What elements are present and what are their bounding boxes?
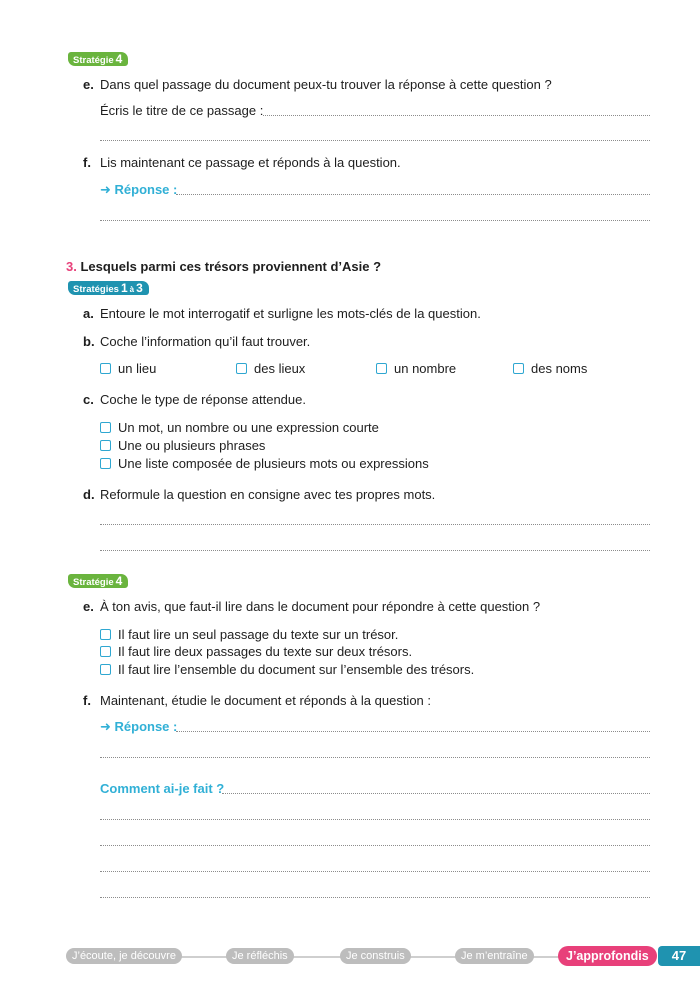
- item-letter-e: e.: [83, 599, 94, 614]
- question-title: Lesquels parmi ces trésors proviennent d’Asie ?: [80, 259, 382, 274]
- checkbox[interactable]: [513, 363, 524, 374]
- option-label: des lieux: [254, 361, 306, 376]
- option-label: Il faut lire deux passages du texte sur deux trésors.: [118, 644, 413, 659]
- answer-line[interactable]: [100, 871, 650, 872]
- item-d-text: Reformule la question en consigne avec tes propres mots.: [100, 487, 436, 502]
- strategies-sep: à: [129, 285, 135, 294]
- item-a-text: Entoure le mot interrogatif et surligne les mots-clés de la question.: [100, 306, 481, 321]
- nav-step-approfondis[interactable]: J’approfondis: [558, 946, 657, 966]
- question-f-text: Lis maintenant ce passage et réponds à la question.: [100, 155, 401, 170]
- option-phrases[interactable]: [100, 438, 265, 453]
- checkbox[interactable]: [376, 363, 387, 374]
- answer-line[interactable]: [100, 524, 650, 525]
- strategy-badge-label: Stratégie: [73, 577, 114, 588]
- answer-label: ➜ Réponse :: [100, 719, 178, 734]
- answer-line[interactable]: [100, 845, 650, 846]
- checkbox[interactable]: [100, 646, 111, 657]
- strategy-badge: [68, 574, 128, 588]
- option-label: Un mot, un nombre ou une expression courte: [118, 420, 379, 435]
- nav-connector: [286, 956, 342, 958]
- option-label: des noms: [531, 361, 588, 376]
- answer-label: ➜ Réponse :: [100, 182, 178, 197]
- item-letter-c: c.: [83, 392, 94, 407]
- method-label: Comment ai-je fait ?: [100, 781, 225, 796]
- strategy-badge-number: 4: [115, 574, 123, 588]
- option-label: un nombre: [394, 361, 457, 376]
- answer-line[interactable]: [263, 115, 650, 116]
- checkbox[interactable]: [100, 363, 111, 374]
- answer-line[interactable]: [100, 757, 650, 758]
- strategies-badge-label: Stratégies: [73, 284, 119, 295]
- page-number: 47: [658, 946, 700, 966]
- nav-connector: [180, 956, 230, 958]
- item-letter-d: d.: [83, 487, 95, 502]
- option-mot-nombre-expression[interactable]: [100, 420, 379, 435]
- nav-step-construis[interactable]: Je construis: [340, 948, 411, 964]
- item-letter-f: f.: [83, 155, 91, 170]
- item-f-text: Maintenant, étudie le document et réponds à la question :: [100, 693, 431, 708]
- checkbox[interactable]: [100, 458, 111, 469]
- option-un-nombre[interactable]: [376, 361, 456, 376]
- item-letter-e: e.: [83, 77, 94, 92]
- item-letter-f: f.: [83, 693, 91, 708]
- question-3-title: [66, 259, 381, 274]
- strategy-badge-number: 4: [115, 52, 123, 66]
- strategies-to: 3: [136, 281, 143, 295]
- answer-line[interactable]: [100, 550, 650, 551]
- option-label: Une ou plusieurs phrases: [118, 438, 266, 453]
- checkbox[interactable]: [100, 422, 111, 433]
- strategies-badge: [68, 281, 149, 295]
- nav-step-reflechis[interactable]: Je réfléchis: [226, 948, 294, 964]
- checkbox[interactable]: [100, 440, 111, 451]
- question-number: 3.: [66, 259, 77, 274]
- option-ensemble-document[interactable]: [100, 662, 474, 677]
- option-label: Il faut lire l’ensemble du document sur l’ensemble des trésors.: [118, 662, 475, 677]
- item-e-text: À ton avis, que faut-il lire dans le document pour répondre à cette question ?: [100, 599, 541, 614]
- answer-line[interactable]: [100, 220, 650, 221]
- item-letter-b: b.: [83, 334, 95, 349]
- strategies-from: 1: [120, 281, 128, 295]
- answer-line[interactable]: [100, 819, 650, 820]
- option-label: un lieu: [118, 361, 157, 376]
- option-un-lieu[interactable]: [100, 361, 156, 376]
- option-deux-passages[interactable]: [100, 644, 412, 659]
- answer-line[interactable]: [100, 140, 650, 141]
- item-c-text: Coche le type de réponse attendue.: [100, 392, 306, 407]
- checkbox[interactable]: [236, 363, 247, 374]
- item-b-text: Coche l’information qu’il faut trouver.: [100, 334, 311, 349]
- checkbox[interactable]: [100, 664, 111, 675]
- nav-step-entraine[interactable]: Je m’entraîne: [455, 948, 534, 964]
- option-label: Une liste composée de plusieurs mots ou expressions: [118, 456, 429, 471]
- item-letter-a: a.: [83, 306, 94, 321]
- checkbox[interactable]: [100, 629, 111, 640]
- option-seul-passage[interactable]: [100, 627, 398, 642]
- strategy-badge-label: Stratégie: [73, 55, 114, 66]
- strategy-badge: [68, 52, 128, 66]
- answer-line[interactable]: [100, 897, 650, 898]
- answer-line[interactable]: [222, 793, 650, 794]
- nav-step-ecoute[interactable]: J’écoute, je découvre: [66, 948, 182, 964]
- question-e-text: Dans quel passage du document peux-tu trouver la réponse à cette question ?: [100, 77, 552, 92]
- option-des-noms[interactable]: [513, 361, 587, 376]
- progress-nav: [0, 946, 700, 966]
- option-liste[interactable]: [100, 456, 429, 471]
- answer-line[interactable]: [176, 731, 650, 732]
- passage-title-prompt: Écris le titre de ce passage :: [100, 103, 264, 118]
- option-label: Il faut lire un seul passage du texte sur un trésor.: [118, 627, 399, 642]
- answer-line[interactable]: [176, 194, 650, 195]
- option-des-lieux[interactable]: [236, 361, 305, 376]
